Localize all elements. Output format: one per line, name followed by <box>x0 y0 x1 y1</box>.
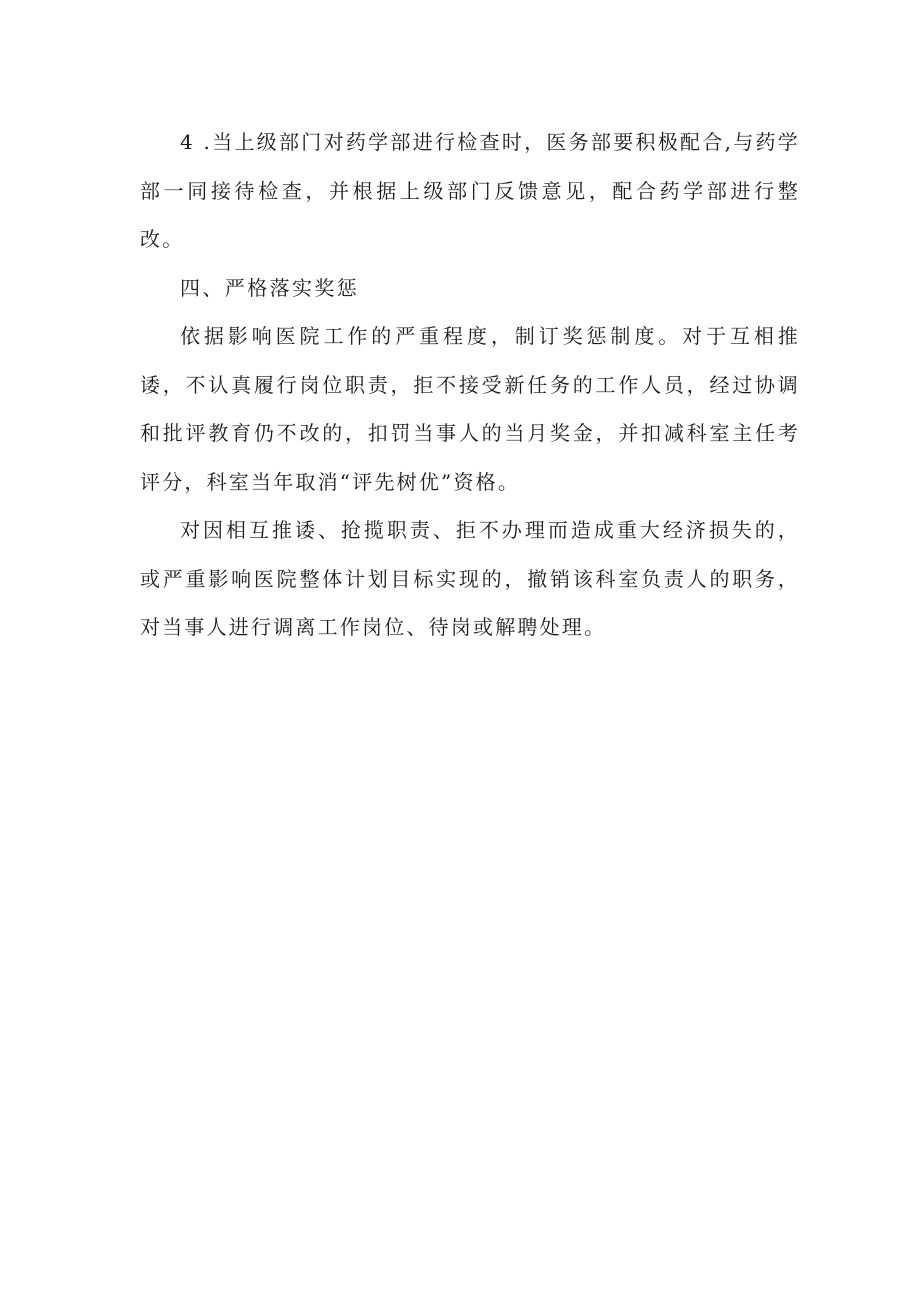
paragraph-reward-penalty: 依据影响医院工作的严重程度，制订奖惩制度。对于互相推诿，不认真履行岗位职责，拒不接受新任务的工作人员，经过协调和批评教育仍不改的，扣罚当事人的当月奖金，并扣减科室主任考评分，科室当年取消“评先树优”资格。 <box>140 324 800 494</box>
section-heading: 四、严格落实奖惩 <box>180 275 360 300</box>
paragraph-item-4: 4 .当上级部门对药学部进行检查时，医务部要积极配合,与药学部一同接待检查，并根据上级部门反馈意见，配合药学部进行整改。 <box>140 130 800 251</box>
document-body <box>140 118 800 652</box>
paragraph-serious-consequences: 对因相互推诿、抢揽职责、拒不办理而造成重大经济损失的，或严重影响医院整体计划目标实现的，撤销该科室负责人的职务，对当事人进行调离工作岗位、待岗或解聘处理。 <box>140 518 800 639</box>
